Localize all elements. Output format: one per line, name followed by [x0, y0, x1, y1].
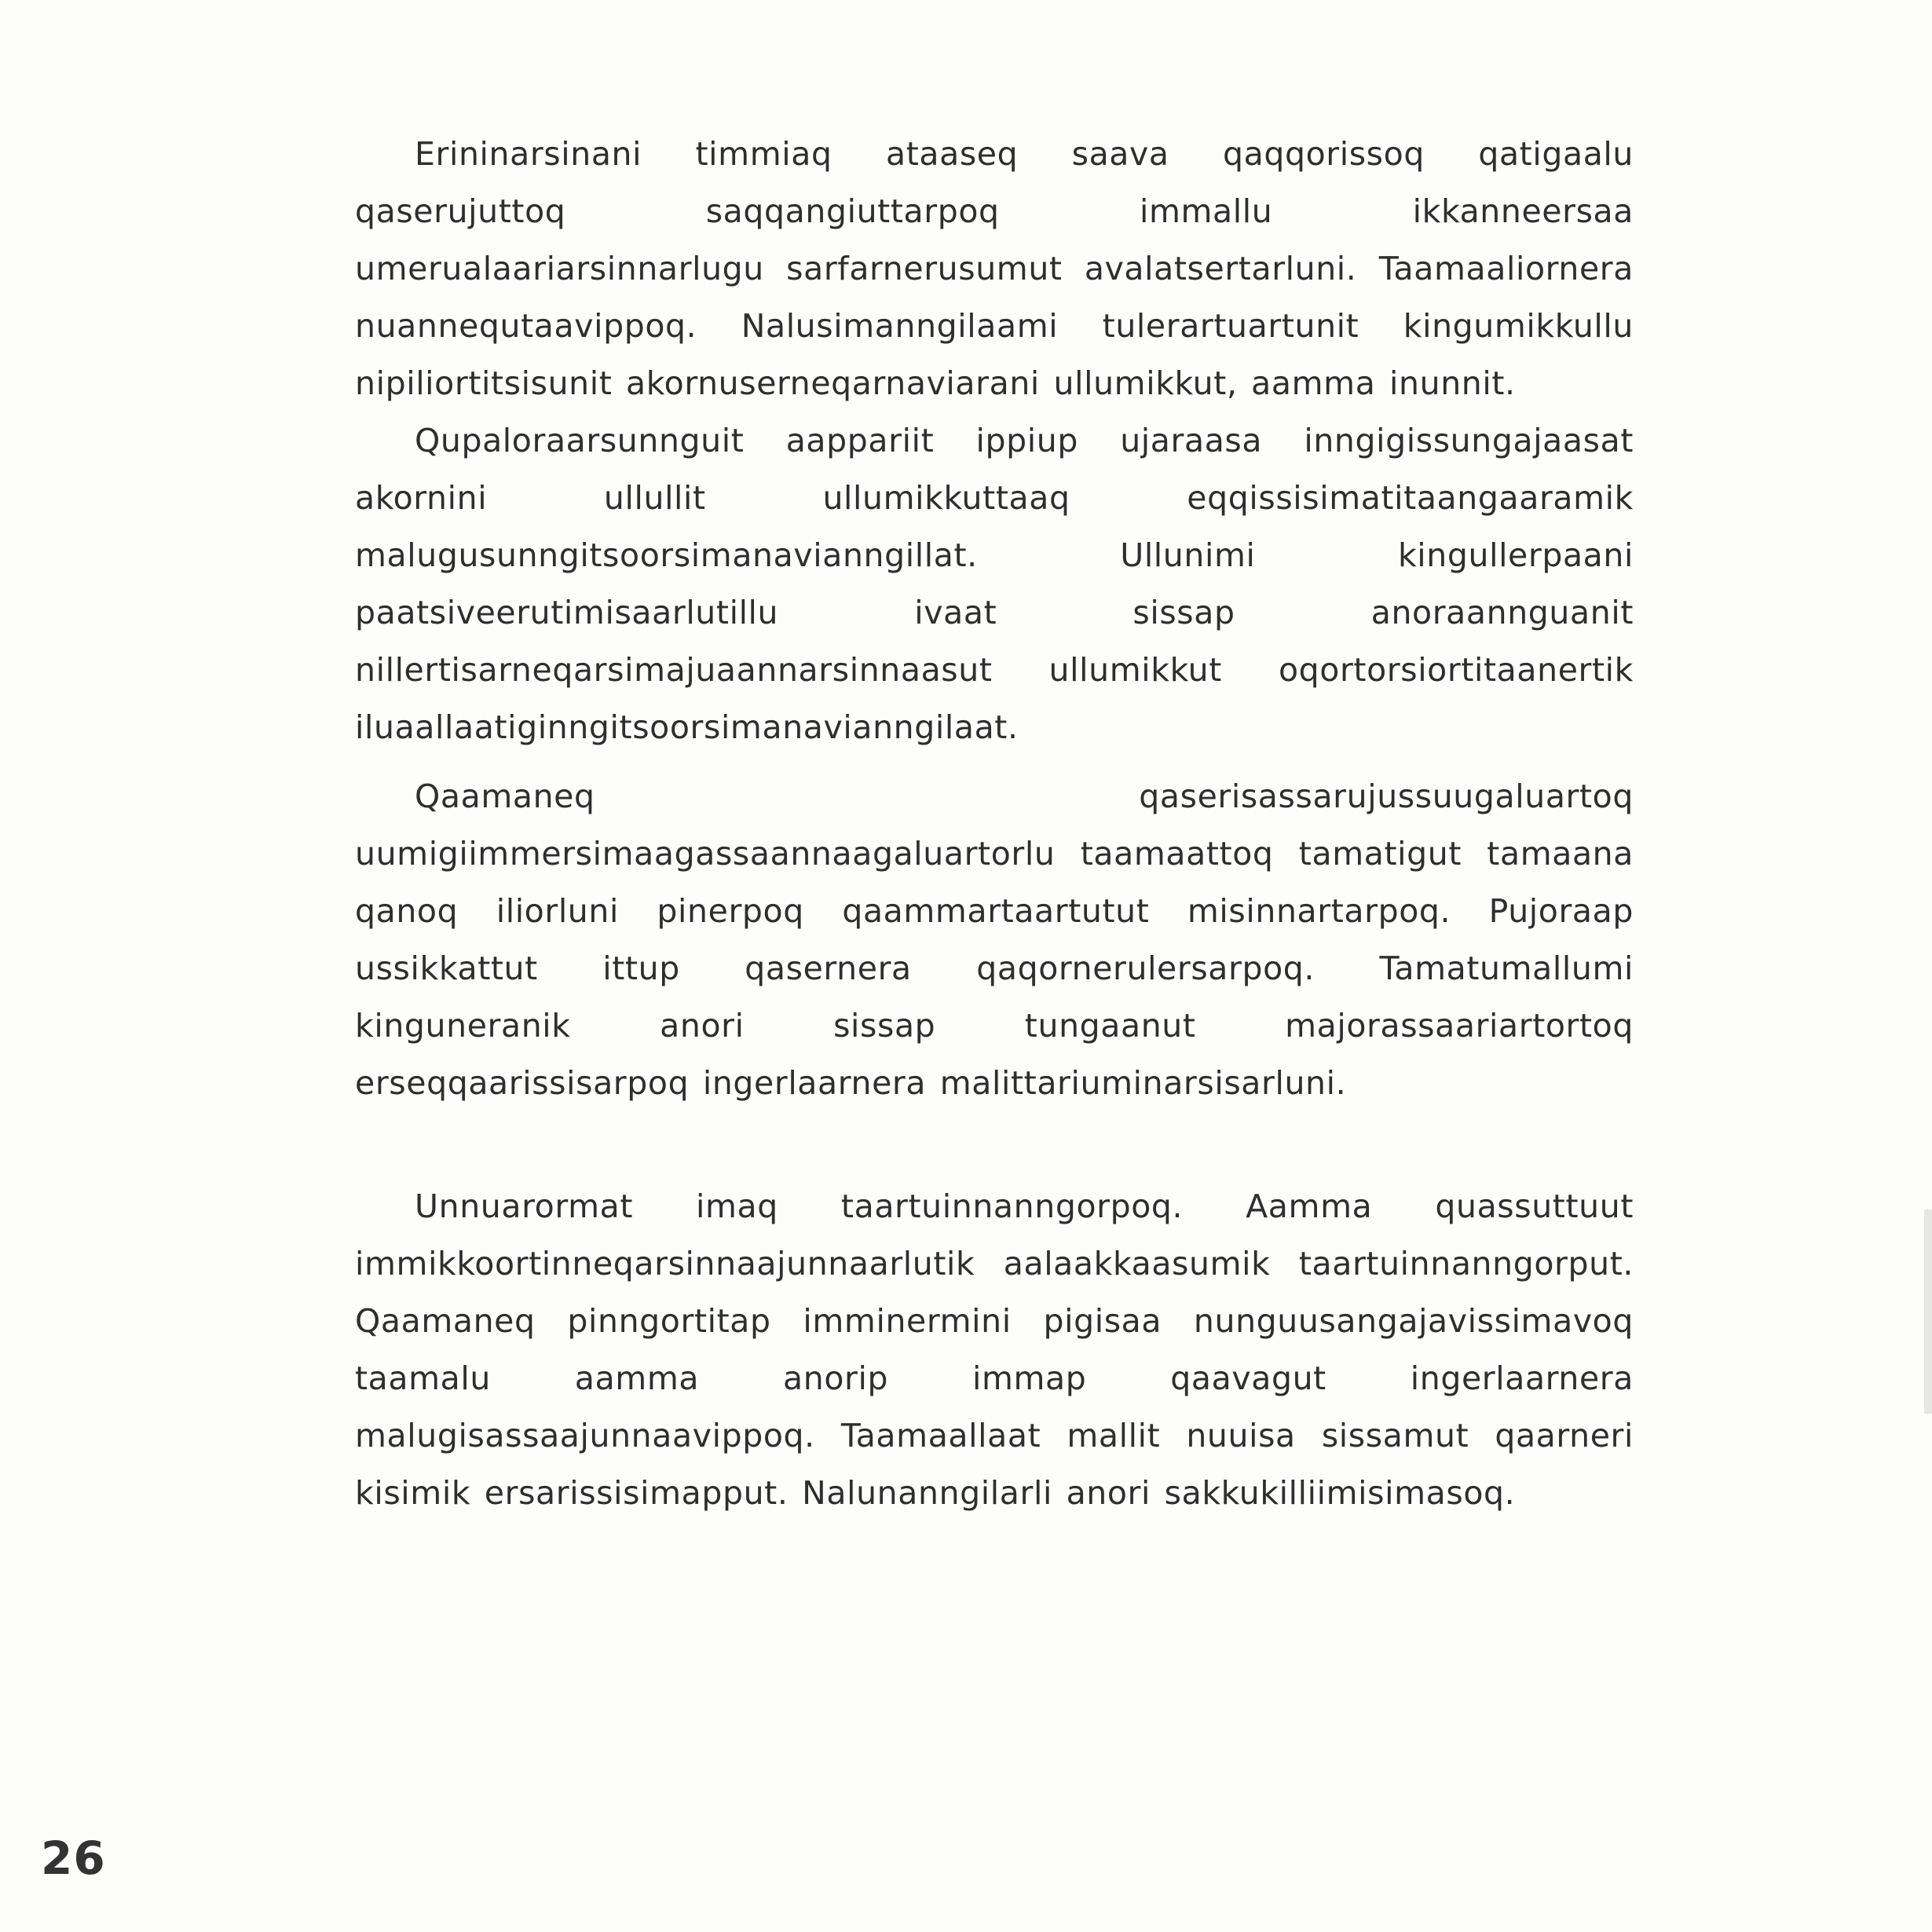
page-number: 26 [41, 1831, 106, 1885]
text-section-2 [355, 768, 1634, 1112]
paragraph-1: Erininarsinani timmiaq ataaseq saava qaqqorissoq qatigaalu qaserujuttoq saqqangiuttarpoq immallu ikkanneersaa umerualaariarsinnarlugu sarfarnerusumut avalatsertarluni. Taamaaliornera nuannequtaavippoq. Nalusimanngilaami tulerartuartunit kingumikkullu nipiliortitsisunit akornuserneqarnaviarani ullumikkut, aamma inunnit. [355, 135, 1634, 402]
paragraph-2: Qupaloraarsunnguit aappariit ippiup ujaraasa inngigissungajaasat akornini ullullit ullumikkuttaaq eqqissisimatitaangaaramik malugusunngitsoorsimanavianngillat. Ullunimi kingullerpaani paatsiveerutimisaarlutillu ivaat sissap anoraannguanit nillertisarneqarsimajuaannarsinnaasut ullumikkut oqortorsiortitaanertik iluaallaatiginngitsoorsimanavianngilaat. [355, 422, 1634, 746]
text-section-3 [355, 1178, 1634, 1522]
text-section-1 [355, 126, 1634, 756]
paragraph-3: Qaamaneq qaserisassarujussuugaluartoq uumigiimmersimaagassaannaagaluartorlu taamaattoq tamatigut tamaana qanoq iliorluni pinerpoq qaammartaartutut misinnartarpoq. Pujoraap ussikkattut ittup qasernera qaqornerulersarpoq. Tamatumallumi kinguneranik anori sissap tungaanut majorassaariartortoq erseqqaarissisarpoq ingerlaarnera malittariuminarsisarluni. [355, 778, 1634, 1102]
page-edge-mark [1924, 1209, 1932, 1414]
paragraph-4: Unnuarormat imaq taartuinnanngorpoq. Aamma quassuttuut immikkoortinneqarsinnaajunnaarlutik aalaakkaasumik taartuinnanngorput. Qaamaneq pinngortitap imminermini pigisaa nunguusangajavissimavoq taamalu aamma anorip immap qaavagut ingerlaarnera malugisassaajunnaavippoq. Taamaallaat mallit nuuisa sissamut qaarneri kisimik ersarissisimapput. Nalunanngilarli anori sakkukilliimisimasoq. [355, 1187, 1634, 1512]
